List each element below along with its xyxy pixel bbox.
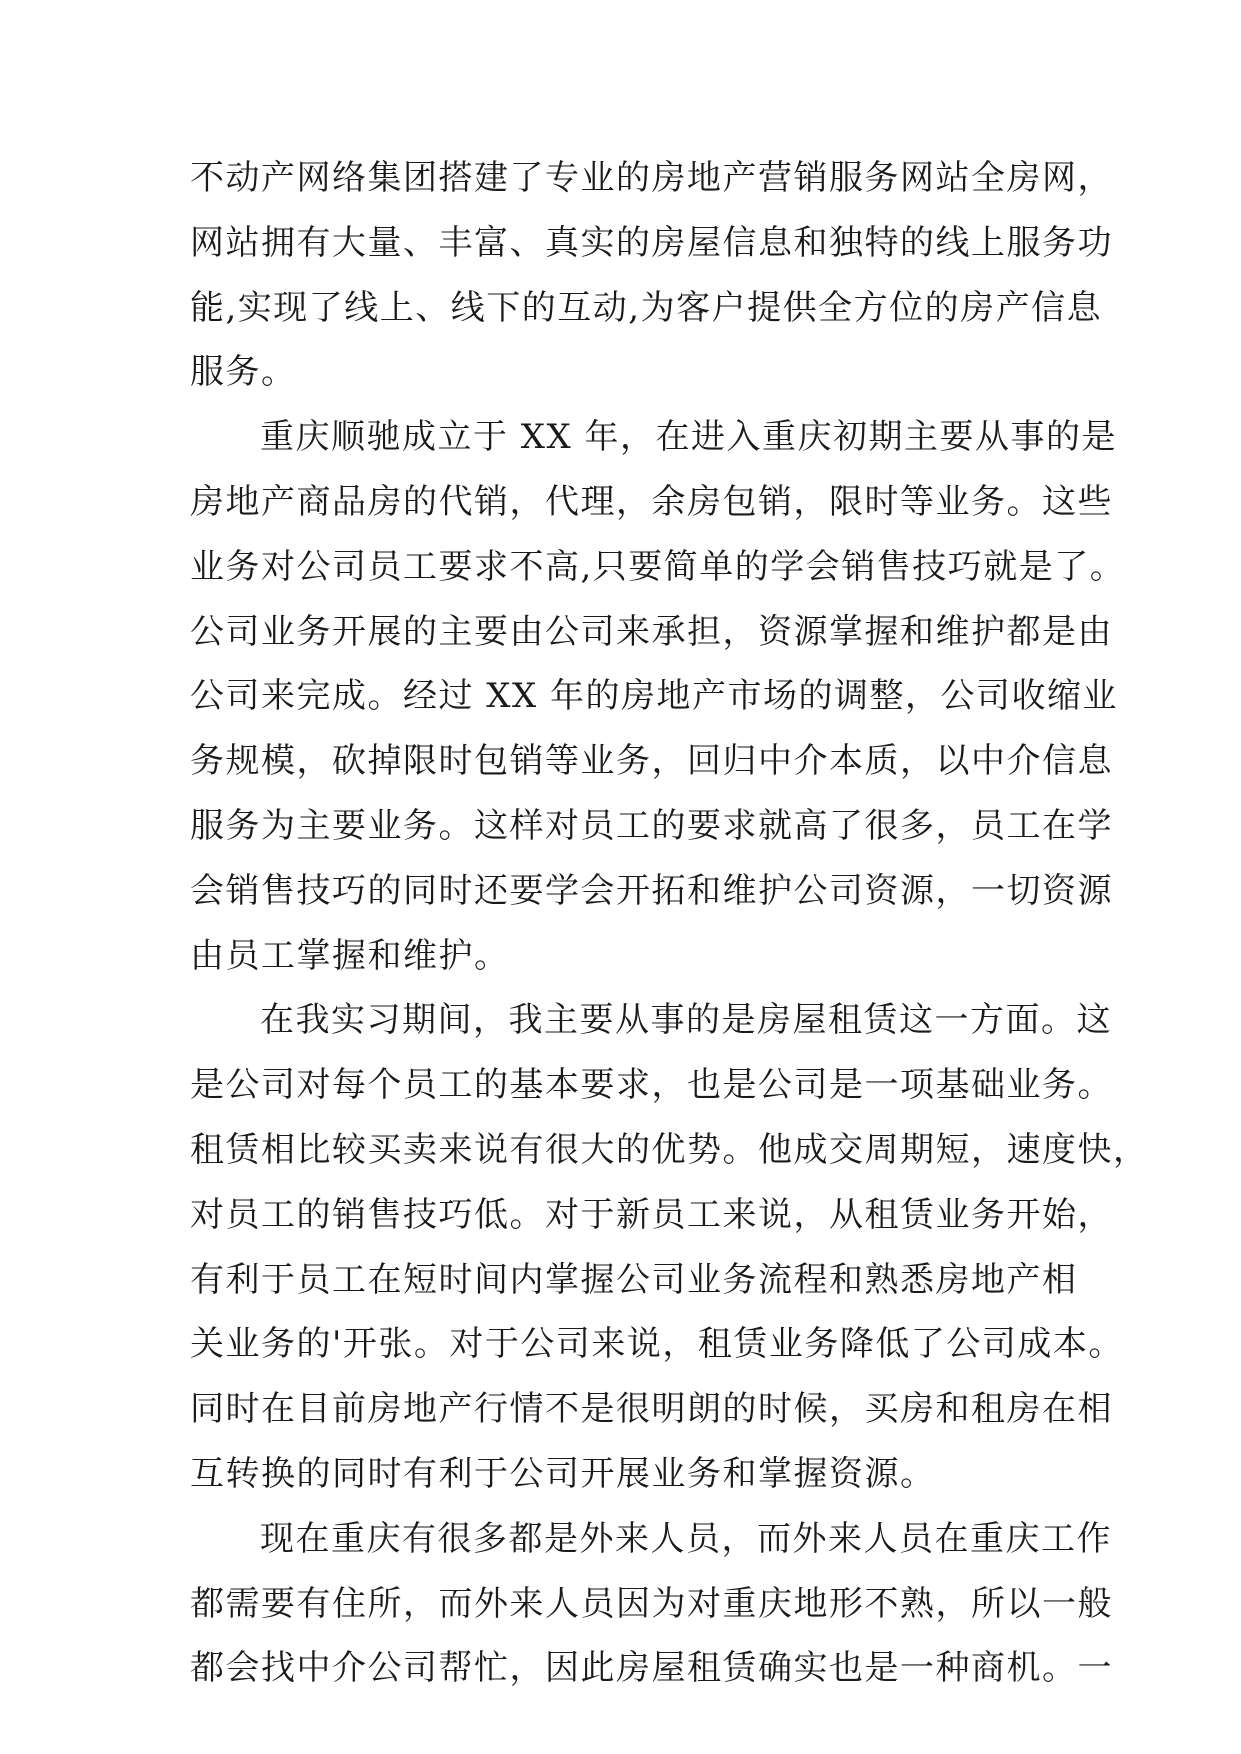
text-line: 互转换的同时有利于公司开展业务和掌握资源。 [190,1453,936,1494]
body-text [190,146,1149,1701]
text-line: 房地产商品房的代销，代理，余房包销，限时等业务。这些 [190,481,1113,522]
text-line: 服务为主要业务。这样对员工的要求就高了很多，员工在学 [190,805,1113,846]
paragraph-first-line: 现在重庆有很多都是外来人员，而外来人员在重庆工作 [260,1518,1112,1559]
text-line: 公司来完成。经过 XX 年的房地产市场的调整，公司收缩业 [190,676,1119,717]
text-line: 对员工的销售技巧低。对于新员工来说，从租赁业务开始， [190,1194,1113,1235]
paragraph-first-line: 重庆顺驰成立于 XX 年，在进入重庆初期主要从事的是 [260,417,1118,458]
text-line: 同时在目前房地产行情不是很明朗的时候，买房和租房在相 [190,1389,1113,1430]
text-line: 都会找中介公司帮忙，因此房屋租赁确实也是一种商机。一 [190,1648,1113,1689]
text-line: 公司业务开展的主要由公司来承担，资源掌握和维护都是由 [190,611,1113,652]
text-line: 有利于员工在短时间内掌握公司业务流程和熟悉房地产相 [190,1259,1078,1300]
text-line: 关业务的'开张。对于公司来说，租赁业务降低了公司成本。 [190,1324,1124,1365]
text-line: 租赁相比较买卖来说有很大的优势。他成交周期短，速度快， [190,1129,1149,1170]
text-line: 务规模，砍掉限时包销等业务，回归中介本质，以中介信息 [190,741,1113,782]
text-line: 由员工掌握和维护。 [190,935,510,976]
text-line: 会销售技巧的同时还要学会开拓和维护公司资源，一切资源 [190,870,1113,911]
text-line: 不动产网络集团搭建了专业的房地产营销服务网站全房网， [190,158,1113,198]
text-line: 是公司对每个员工的基本要求，也是公司是一项基础业务。 [190,1065,1113,1106]
paragraph-first-line: 在我实习期间，我主要从事的是房屋租赁这一方面。这 [260,1000,1112,1041]
text-line: 服务。 [190,352,297,393]
text-line: 业务对公司员工要求不高,只要简单的学会销售技巧就是了。 [190,546,1126,587]
text-line: 网站拥有大量、丰富、真实的房屋信息和独特的线上服务功 [190,222,1113,263]
text-line: 都需要有住所，而外来人员因为对重庆地形不熟，所以一般 [190,1583,1113,1624]
text-line: 能,实现了线上、线下的互动,为客户提供全方位的房产信息 [190,287,1103,328]
